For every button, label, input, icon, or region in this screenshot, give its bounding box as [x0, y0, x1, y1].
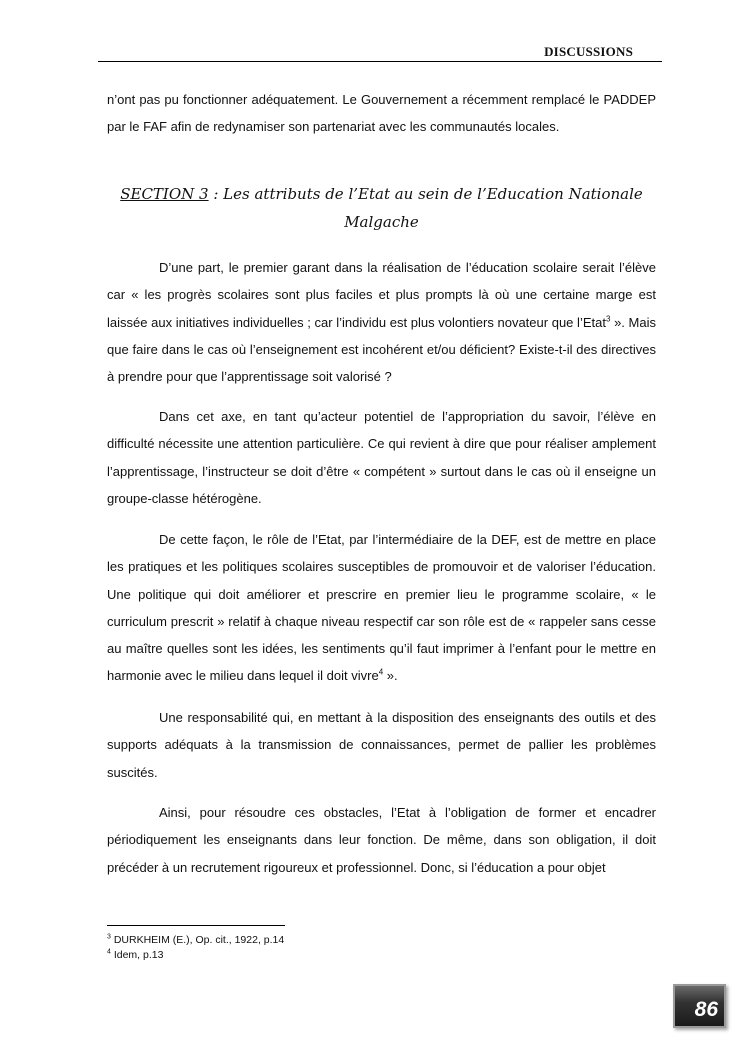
- paragraph-1-text-a: D’une part, le premier garant dans la réalisation de l’éducation scolaire serait l’élève car « les progrès scolaires sont plus faciles et plus prompts là où une certaine marge est laissée aux initiatives individuelles ; car l’individu est plus volontiers novateur que l’Etat: [107, 260, 656, 330]
- paragraph-2: [107, 403, 656, 512]
- footnote-text: DURKHEIM (E.), Op. cit., 1922, p.14: [110, 934, 285, 946]
- page-number: 86: [694, 998, 718, 1021]
- paragraph-5-text: Ainsi, pour résoudre ces obstacles, l’Etat à l’obligation de former et encadrer périodiquement les enseignants dans leur fonction. De même, dans son obligation, il doit précéder à un recrutement rigoureux et professionnel. Donc, si l’éducation a pour objet: [107, 805, 656, 875]
- paragraph-1-text-b: ». Mais que faire dans le cas où l’enseignement est incohérent et/ou déficient? Existe-t-il des directives à prendre pour que l’apprentissage soit valorisé ?: [107, 314, 656, 385]
- intro-paragraph: [107, 86, 656, 141]
- paragraph-3-text-b: ».: [383, 668, 398, 684]
- footnotes: [107, 933, 284, 963]
- paragraph-3-text-a: De cette façon, le rôle de l’Etat, par l’intermédiaire de la DEF, est de mettre en place les pratiques et les politiques scolaires susceptibles de promouvoir et de valoriser l’éducation. Une politique qui doit améliorer et prescrire en premier lieu le programme scolaire, « le curriculum prescrit » relatif à chaque niveau respectif car son rôle est de « rappeler sans cesse au maître quelles sont les idées, les sentiments qu’il faut imprimer à l’enfant pour le mettre en harmonie avec le milieu dans lequel il doit vivre: [107, 532, 656, 684]
- footnote-text: Idem, p.13: [110, 949, 164, 961]
- footnote-item: [107, 933, 284, 948]
- footnote-reference-3: 3: [605, 314, 611, 324]
- footnote-separator: [107, 925, 285, 926]
- paragraph-2-text: Dans cet axe, en tant qu’acteur potentiel de l’appropriation du savoir, l’élève en difficulté nécessite une attention particulière. Ce qui revient à dire que pour réaliser amplement l’apprentissage, l’instructeur se doit d’être « compétent » surtout dans le cas où il enseigne un groupe-classe hétérogène.: [107, 409, 656, 506]
- paragraph-1: [107, 254, 656, 390]
- section-heading: [107, 180, 656, 236]
- intro-paragraph-text: n’ont pas pu fonctionner adéquatement. Le Gouvernement a récemment remplacé le PADDEP par le FAF afin de redynamiser son partenariat avec les communautés locales.: [107, 92, 656, 135]
- paragraph-5: [107, 799, 656, 881]
- header-rule: [98, 61, 662, 62]
- footnote-reference-4: 4: [378, 668, 384, 678]
- paragraph-4: [107, 704, 656, 786]
- paragraph-3: [107, 526, 656, 690]
- section-title: : Les attributs de l’Etat au sein de l’Education Nationale Malgache: [208, 185, 643, 231]
- footnote-marker: 4: [107, 948, 111, 956]
- section-label: SECTION 3: [120, 185, 209, 203]
- running-header-title: DISCUSSIONS: [544, 44, 633, 59]
- page-number-badge: [673, 984, 726, 1028]
- paragraph-4-text: Une responsabilité qui, en mettant à la disposition des enseignants des outils et des supports adéquats à la transmission de connaissances, permet de pallier les problèmes suscités.: [107, 710, 656, 780]
- footnote-marker: 3: [107, 933, 111, 941]
- footnote-item: [107, 948, 284, 963]
